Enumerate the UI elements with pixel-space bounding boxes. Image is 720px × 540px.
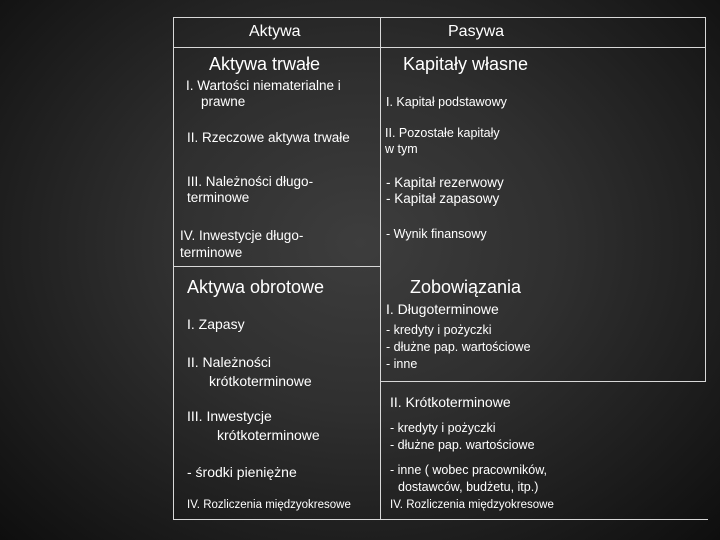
assets-header: Aktywa [249, 23, 301, 40]
current-asset-item-2: II. Należności krótkoterminowe [187, 354, 312, 389]
long-term-debt-lines: - kredyty i pożyczki - dłużne pap. wartościowe - inne [386, 323, 531, 371]
current-asset-item-3: III. Inwestycje krótkoterminowe [187, 408, 320, 443]
center-divider [380, 17, 381, 520]
current-assets-title: Aktywa obrotowe [187, 277, 325, 297]
table-border-left [173, 17, 174, 267]
long-term-debt-title: I. Długoterminowe [386, 301, 499, 317]
table-border-right [705, 17, 706, 382]
current-asset-item-5: IV. Rozliczenia międzyokresowe [187, 499, 351, 511]
equity-item-2: II. Pozostałe kapitały w tym [385, 126, 500, 156]
table-border-top [173, 17, 706, 18]
current-assets-border-left [173, 266, 174, 520]
fixed-assets-title: Aktywa trwałe [209, 54, 321, 74]
liabilities-accruals: IV. Rozliczenia międzyokresowe [390, 499, 554, 511]
equity-item-4: - Wynik finansowy [386, 227, 487, 241]
fixed-asset-item-1: I. Wartości niematerialne i prawne [186, 78, 341, 109]
fixed-asset-item-4: IV. Inwestycje długo- terminowe [180, 228, 304, 260]
equity-item-1: I. Kapitał podstawowy [386, 95, 507, 109]
equity-item-3: - Kapitał rezerwowy - Kapitał zapasowy [386, 175, 504, 206]
fixed-asset-item-3: III. Należności długo- terminowe [187, 174, 314, 205]
liabilities-header: Pasywa [448, 23, 505, 40]
short-term-debt-title: II. Krótkoterminowe [390, 394, 511, 410]
long-term-debt-bottom [380, 381, 706, 382]
table-border-bottom [173, 519, 708, 520]
short-term-debt-lines: - kredyty i pożyczki - dłużne pap. wartościowe [390, 421, 535, 452]
current-asset-item-1: I. Zapasy [187, 316, 245, 332]
assets-section-separator [173, 266, 381, 267]
header-separator [173, 47, 706, 48]
current-asset-item-4: - środki pieniężne [187, 464, 297, 480]
short-term-debt-other: - inne ( wobec pracowników, dostawców, budżetu, itp.) [390, 463, 548, 494]
fixed-asset-item-2: II. Rzeczowe aktywa trwałe [187, 130, 350, 145]
equity-title: Kapitały własne [403, 54, 529, 74]
liabilities-title: Zobowiązania [410, 277, 522, 297]
